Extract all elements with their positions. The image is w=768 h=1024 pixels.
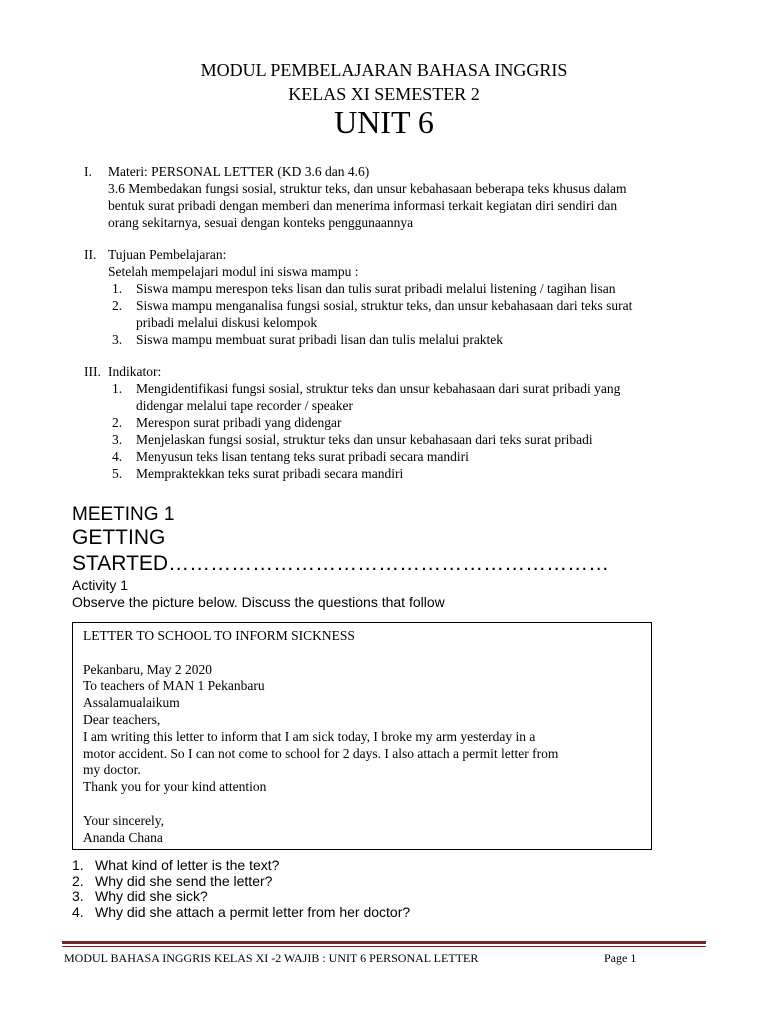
footer-rule	[62, 941, 706, 944]
section-heading: Materi: PERSONAL LETTER (KD 3.6 dan 4.6)	[108, 164, 370, 179]
list-item: 5. Mempraktekkan teks surat pribadi secara mandiri	[112, 466, 404, 481]
started-heading: STARTED………………………………………………………	[72, 552, 610, 575]
list-item: 4. Menyusun teks lisan tentang teks surat pribadi secara mandiri	[112, 449, 469, 464]
module-title: MODUL PEMBELAJARAN BAHASA INGGRIS	[200, 60, 568, 80]
footer-text: MODUL BAHASA INGGRIS KELAS XI -2 WAJIB : UNIT 6 PERSONAL LETTER	[64, 951, 479, 965]
section-intro: Setelah mempelajari modul ini siswa mampu :	[108, 264, 359, 279]
letter-title: LETTER TO SCHOOL TO INFORM SICKNESS	[83, 628, 355, 643]
section-heading: Indikator:	[108, 364, 162, 379]
letter-date: Pekanbaru, May 2 2020	[83, 661, 212, 677]
question-item: 2. Why did she send the letter?	[72, 872, 273, 889]
question-item: 1. What kind of letter is the text?	[72, 857, 280, 873]
activity-label: Activity 1	[72, 577, 129, 593]
section-number: I.	[84, 164, 92, 179]
section-number: III.	[84, 364, 101, 379]
letter-salutation: Dear teachers,	[83, 711, 161, 727]
list-item: 1. Mengidentifikasi fungsi sosial, struktur teks dan unsur kebahasaan dari surat pribadi yang didengar melalui tape recorder / speaker	[112, 381, 621, 413]
discussion-questions	[72, 858, 410, 920]
list-item: 1. Siswa mampu merespon teks lisan dan tulis surat pribadi melalui listening / tagihan lisan	[112, 281, 616, 296]
activity-instruction: Observe the picture below. Discuss the questions that follow	[72, 594, 445, 610]
list-item: 2. Siswa mampu menganalisa fungsi sosial, struktur teks, dan unsur kebahasaan dari teks surat pribadi melalui diskusi kelompok	[112, 298, 633, 330]
letter-box	[72, 622, 652, 850]
indicator-list	[84, 380, 724, 482]
getting-heading: GETTING	[72, 526, 166, 549]
list-item: 3. Siswa mampu membuat surat pribadi lisan dan tulis melalui praktek	[112, 332, 504, 347]
letter-closing: Your sincerely,	[83, 812, 164, 828]
letter-recipient: To teachers of MAN 1 Pekanbaru	[83, 678, 265, 694]
class-semester: KELAS XI SEMESTER 2	[288, 84, 480, 104]
body-line: 3.6 Membedakan fungsi sosial, struktur teks, dan unsur kebahasaan beberapa teks khusus dalam	[108, 181, 627, 196]
letter-body-line: my doctor.	[83, 762, 141, 778]
list-item: 2. Merespon surat pribadi yang didengar	[112, 415, 342, 430]
footer-rule-thin	[62, 946, 706, 947]
section-heading: Tujuan Pembelajaran:	[108, 247, 227, 262]
letter-body-line: motor accident. So I can not come to school for 2 days. I also attach a permit letter from	[83, 745, 559, 761]
letter-body-line: Thank you for your kind attention	[83, 779, 267, 795]
meeting-heading: MEETING 1	[72, 504, 175, 525]
page-number: Page 1	[604, 951, 637, 965]
section-number: II.	[84, 247, 97, 262]
objectives-list	[84, 280, 724, 348]
section-body	[84, 180, 724, 231]
section-materi	[84, 163, 724, 231]
list-item: 3. Menjelaskan fungsi sosial, struktur teks dan unsur kebahasaan dari teks surat pribadi	[112, 432, 593, 447]
question-item: 4. Why did she attach a permit letter from her doctor?	[72, 903, 411, 920]
body-line: bentuk surat pribadi dengan memberi dan menerima informasi terkait kegiatan diri sendiri dan	[108, 198, 618, 213]
section-indikator	[84, 363, 724, 482]
unit-title: UNIT 6	[334, 104, 434, 140]
question-item: 3. Why did she sick?	[72, 888, 208, 904]
letter-body-line: I am writing this letter to inform that I am sick today, I broke my arm yesterday in a	[83, 728, 536, 744]
letter-greeting: Assalamualaikum	[83, 695, 180, 711]
body-line: orang sekitarnya, sesuai dengan konteks penggunaannya	[108, 215, 414, 230]
letter-signature: Ananda Chana	[83, 829, 163, 845]
section-tujuan	[84, 246, 724, 348]
